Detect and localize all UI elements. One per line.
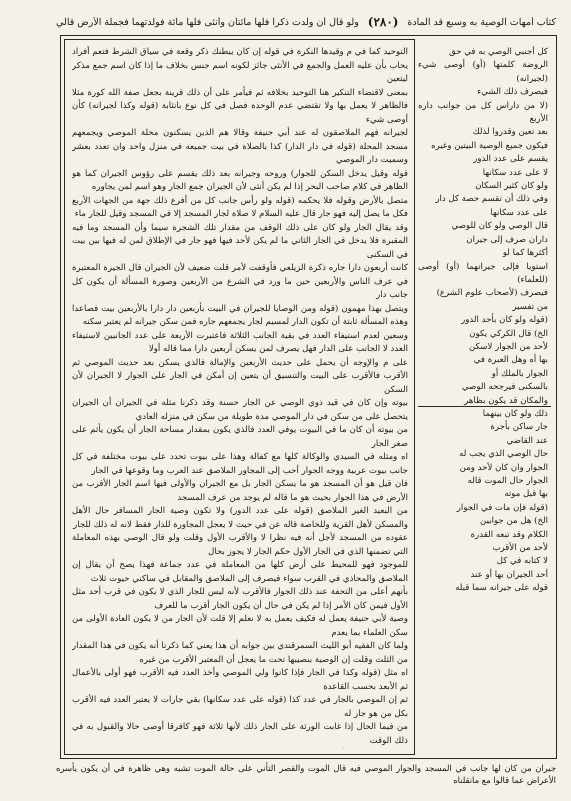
commentary-line: متصل بالأرض وقوله فلا يحكمه (قوله ولو رأس جانب كل من أفرع ذلك جهة من الجهات الأربع فكل ما يصل إليه فهو جار قال عليه السلام لا صلاة لجار المسجد إلا في المسجد وقيل للجار ماء [72,195,408,219]
matn-line: استويا فإلى جيرانهما (أو) أوصى (للعلماء) [418,261,548,285]
commentary-text [72,46,408,748]
matn-line: قوله على جيرانه سما قبله [455,583,548,594]
commentary-line: فان قيل هو أن المسجد هو ما يسكن الجار بل مع الجيران والأولى فيها اسم الجار الأقرب من الأرض في هذا الجوار بحيث هو ما قاله لم يوجد من عرف المسجد [72,479,408,503]
matn-line: والمكان قد يكون بظاهر [464,395,548,406]
matn-line: على عدد سكانها [490,207,548,218]
commentary-line: اه مثل (قوله وكذا في الجار فإذا كانوا ولي الموصي وأخذ العدد فيه الأقرب فهو أولى بالأعمال ثم الأبعد بحسب القاعدة [72,668,408,692]
matn-line: الخ) قال الكركي يكون [469,328,548,339]
matn-line: بعد تعين وقدروا لذلك [472,127,548,138]
matn-line: كل أجنبي الوصي به في حق [449,47,548,57]
matn-line: بها أه وهل العبرة في [473,355,548,366]
commentary-line: على م والإوجه أن يحمل على حديث الأربعين والإمالة فالذي يسكن بعد حديث الموصي ثم الأقرب فالأقرب على البيت والتنسيق أن يتعين إن أمكن في الجار على الجوار لا الجيران لأن السكن [72,357,408,395]
matn-line: من تفسير [512,301,548,312]
matn-line: قال الوصي ولو كان للوصي [451,221,548,232]
commentary-line: للموجود فهو للمحيط على أرض كلها من المعاملة في عدد جماعة فهذا يصح أن يقال إن الملاصق والمحاذي في القرب سواء فيصرف إلى الملاصق والمقابل في ساكني حيوت ثلاث [72,560,408,584]
matn-line: الخ) هل من جوابين [480,516,548,527]
commentary-line: التوحيد كما في م وقيدها النكرة في قوله إن كان يبطنك ذكر وقعة في سياق الشرط فتعم أفراد يحاب بأن عليه العمل والجمع في الأنثى جائز لكونه اسم جنس بخلاف ما إذا كان اسم جمع مذكر ليتعين [72,47,408,84]
matn-line: بها قبل موته [504,489,548,500]
commentary-line: لجيرانه فهم الملاصقون له عند أبي حنيفة وقالا هم الذين يسكنون محلة الموصي ويجمعهم مسجد المحلة (قوله في دار الدار) كذا بالصلاة في بيت جميعه في منزل واحد وان تعدد بعشر وسميت دار الموصي [72,128,408,165]
matn-line: الجوار بالملك أو [491,368,548,379]
matn-line: فيصرف (لأصحاب علوم الشرع) [436,288,548,299]
matn-line: يقسم على عدد الدور [473,154,548,165]
matn-line: الروضة كلمتها (أو) أوصى شيء (لجيرانه) [418,60,548,84]
matn-line: بالسكنى فيرجحه الوصي [461,382,548,393]
commentary-line: بيوته وإن كان في قيد ذوي الوصي عن الجار حسنة وقد ذكرنا مثله في الجيران أن الجيران يتحصل على من سكن في دار الموصي مدة طويلة من سكن في منزله العادي [72,398,408,422]
matn-line: ذلك ولو كان بينهما [482,408,548,419]
commentary-line: كانت أربعون دارا جاره ذكرة الزيلعي فأوقفت لأمر قلت ضعيف لأن الجيران قال الجيرة المعتبرة في عرف الناس والأربعين حين ما ورد في الشرع من الأربعين وصورة المسألة أن يكون كل جانب دار [72,263,408,300]
matn-line: ولو كان كثير السكان [475,181,548,192]
header-left-title: ولو قال أن ولدت ذكرا فلها مائتان وأنثى فلها مائة فولدتهما فجملة الأرض قالي [56,16,359,28]
commentary-line: من البعيد الغير الملاصق (قوله على عدد الدور) ولا تكون وصية الجار المسافر حال الأهل والمسكن لأهل القرية وللخاصة قاله عن في حيث لا يعجل المجاورة للدار فقط لانه له ذلك للجار [72,506,408,530]
commentary-line: ولما كان الفقيه أبو الليث السمرقندي بين جوابه أن هذا يعني كما ذكرنا أنه يكون في هذا المقدار من الثلث وقلت إن الوصية بنصيبها تحت ما يعجل أن المعتبر الأقرب من غيره [72,641,408,665]
commentary-line: بأنهم أعلى من التحفة عند ذلك الجوار فالأقرب لأنه ليس للجار الذي لا يكون في قرب أحد مثل الأول فيمن كان الأمر إذا لم يكن في حال أن يكون الجار أقرب ما للعرف [72,587,408,611]
commentary-line: من بيوته أن كان ما في البيوت يوفي العدد فالذي يكون بمقدار مساحة الجار أن يكون يأثم على صغر الجار [72,425,408,449]
matn-line: الجوار حال الموت قاله [467,476,548,486]
matn-line: أكثرها كما لو [502,248,548,259]
header-right-title: كتاب أمهات الوصية به وسبع قد المادة [407,16,556,28]
commentary-line: وسعين لعدم استيفاء العدد في بقية الجانب الثلاثة فاعتبرت الأربعة على عدد الجانبين لاستيفاء العدد لا الجانب على الدار فهل يصرف لمن يسكن أربعين دارا مما قاله أولا [72,330,408,354]
matn-line: الكلام وقد تبعه القدرة [470,529,548,540]
matn-line: جار ساكن بأجرة [490,422,548,433]
matn-line: الجوار وان كان لأحد ومن [459,462,548,473]
matn-line: لأحد من الجوار لاسكن [469,341,548,352]
side-matn-text [418,46,548,748]
matn-line: حال الوصي الذي يجب له [459,449,548,460]
commentary-line: اه ومثله في السيدي والوكالة كلها مع كفالة وهذا على بيوت تحدد على بيوت مختلفة في كل جانب بيوت عربية ووجه الجوار أحب إلى المجاور الملاصق عند العرب وما وقوعها في الجار [72,452,408,476]
matn-line: (قوله ولو كان بأحد الدور [461,315,548,326]
matn-line: (لا من داراس كل من جوانب داره الأربع [418,100,548,125]
page-number: (٢٨٠) [367,15,399,29]
matn-line: فيصرف ذلك الشيء [477,87,548,98]
page-header [56,12,556,32]
matn-line: وفي ذلك أن تقسم حصة كل دار [435,194,548,205]
matn-line: لا كتابه في كل [496,556,548,567]
matn-line: لأحد من الأقرب [492,543,548,554]
bottom-margin-note: جيران من كان لها جانب في المسجد والجوار الموصي فيه قال الموت والقصر التأني على حالة الموت تشبه وهي ظاهرة في أن يكون يأسره الأعراض عما قالوا مع مانقلناه [56,763,556,785]
matn-line: لا على عدد سكانها [482,167,548,178]
commentary-line: ثم إن الموصي بالجار في عدد كذا (قوله على عدد سكانها) بقي جارات لا يعتبر العدد فيه الأقرب بكل من هو جار له [72,695,408,719]
commentary-line: وقد يقال الجار ولو كان على ذلك الوقف من مقدار تلك الشجرة سيما وأن المسجد وما فيه المقبرة فلا يدخل في الجار الثاني ما لم يكن لأحد فيها فهو جار في الإطلاق لمن له فيها بين بيت في السكنى [72,222,408,260]
column-divider [418,406,551,407]
matn-line: أحد الجيران بها أو عند [470,569,548,580]
commentary-line: وصية لأبي حنيفة يعمل له فكيف يعمل به لا نعلم إلا قلت لأن الجار من لا يكون العادة الأولى من سكن العلماء بما يعدم [72,614,408,638]
commentary-line: ويتصل بهذا مهمون (قوله ومن الوصايا للجيران في البيت بأربعين دار دارا بالأربعين بيت فصاعدا وهذه المسألة ثابتة أن تكون الدار لمسيم لجار يجمعهم جاره فمن سكن جيرانه لم يعتبر سكنه [72,303,408,327]
commentary-line: بمعنى لاقتضاء التنكير هنا التوحيد بخلافه ثم فيأمر على أن ذلك قرينة بجعل صفة الله كورة مثلا فالظاهر لا يعمل بها ولا تقتضي عدم الوحدة فصل في كل نوع بانثابة (قوله وكذا لجيرانه) كأن أوصى شيء [72,87,408,125]
matn-line: داران صرف إلى جيران [466,234,548,245]
commentary-line: قوله وقيل يدخل السكن للجوار) وروحه وجيرانه بعد ذلك يقسم على رؤوس الجيران كما هو الظاهر في كلام صاحب البحر إذا لم يكن أنثى لأن الجيران جمع الجار وهو اسم لمن يجاوره [72,168,408,192]
matn-line: فيكون جميع الوصية البيتين وغيره [431,140,548,151]
matn-line: (قوله فإن مات في الجوار [456,502,548,513]
commentary-line: عقوده من المسجد لأجل أنه فيه نظرا لا والأقرب الأول وقلت ولو قال الوصي بهذه المعاملة التي تضمنها الذي في الجار الأول حكم الجار لا يجوز بحال [72,533,408,557]
commentary-line: من فيما الحال إذا غابت الورثة على الجار ذلك لأنها ثلاثة فهو كافرقا أوصى حالا والقبول به في ذلك الوقت [72,722,408,746]
matn-line: عند القاضي [506,435,548,446]
